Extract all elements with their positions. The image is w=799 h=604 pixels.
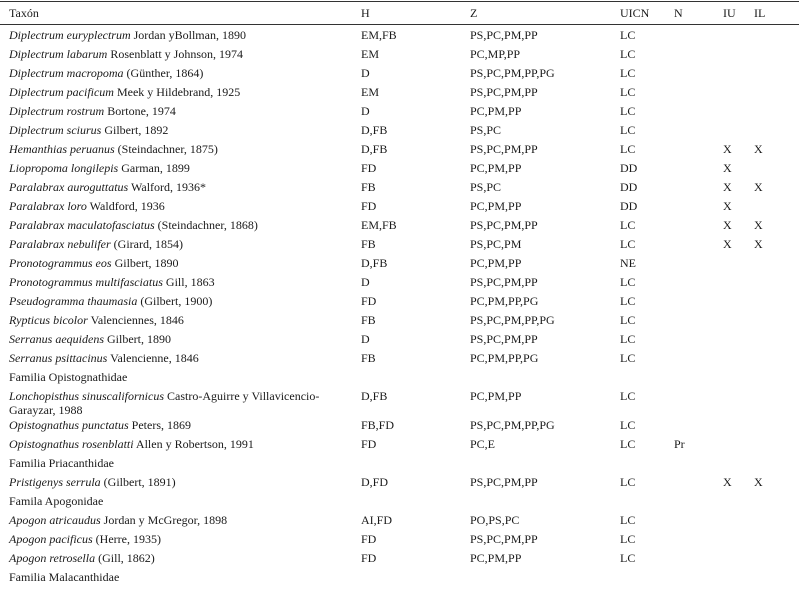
taxon-cell — [9, 180, 349, 194]
family-label: Familia Priacanthidae — [9, 456, 114, 470]
species-author: Waldford, 1936 — [86, 199, 165, 213]
zone-cell: PS,PC,PM,PP — [470, 275, 538, 289]
species-author: Gilbert, 1890 — [104, 332, 171, 346]
taxon-cell — [9, 256, 349, 270]
zone-cell: PC,E — [470, 437, 496, 451]
species-author: Rosenblatt y Johnson, 1974 — [107, 47, 243, 61]
uicn-cell: LC — [620, 475, 636, 489]
table-header-rule — [0, 24, 799, 25]
species-name: Paralabrax nebulifer — [9, 237, 111, 251]
taxon-cell — [9, 199, 349, 213]
taxon-cell — [9, 142, 349, 156]
uicn-cell: LC — [620, 85, 636, 99]
iu-cell: X — [723, 218, 732, 232]
nom-cell: Pr — [674, 437, 685, 451]
taxon-cell — [9, 237, 349, 251]
species-author: Bortone, 1974 — [104, 104, 176, 118]
species-author: Gill, 1863 — [162, 275, 215, 289]
habitat-cell: EM — [361, 47, 379, 61]
uicn-cell: LC — [620, 237, 636, 251]
uicn-cell: LC — [620, 532, 636, 546]
species-name: Diplectrum rostrum — [9, 104, 105, 118]
taxon-cell — [9, 351, 349, 365]
species-author: Gilbert, 1890 — [111, 256, 179, 270]
taxon-cell — [9, 218, 349, 232]
iu-cell: X — [723, 142, 732, 156]
uicn-cell: LC — [620, 47, 636, 61]
species-name: Lonchopisthus sinuscalifornicus — [9, 389, 165, 403]
iu-cell: X — [723, 180, 732, 194]
species-author: Valenciennes, 1846 — [87, 313, 184, 327]
species-author: Valencienne, 1846 — [107, 351, 199, 365]
taxon-cell — [9, 104, 349, 118]
species-author: (Gill, 1862) — [95, 551, 155, 565]
habitat-cell: FB,FD — [361, 418, 395, 432]
habitat-cell: EM — [361, 85, 379, 99]
uicn-cell: LC — [620, 332, 636, 346]
header-iu: IU — [723, 6, 736, 20]
species-name: Apogon retrosella — [9, 551, 96, 565]
zone-cell: PS,PC,PM,PP — [470, 85, 538, 99]
zone-cell: PS,PC,PM,PP — [470, 332, 538, 346]
species-author: (Herre, 1935) — [92, 532, 161, 546]
taxon-cell — [9, 294, 349, 308]
species-name: Rypticus bicolor — [9, 313, 88, 327]
species-author: (Gilbert, 1891) — [100, 475, 176, 489]
habitat-cell: D,FB — [361, 142, 388, 156]
taxon-cell — [9, 532, 349, 546]
uicn-cell: LC — [620, 513, 636, 527]
uicn-cell: LC — [620, 123, 636, 137]
habitat-cell: FD — [361, 551, 377, 565]
species-name: Serranus psittacinus — [9, 351, 108, 365]
species-name: Liopropoma longilepis — [9, 161, 119, 175]
species-name: Paralabrax maculatofasciatus — [9, 218, 155, 232]
iu-cell: X — [723, 475, 732, 489]
il-cell: X — [754, 218, 763, 232]
habitat-cell: D — [361, 275, 370, 289]
zone-cell: PS,PC,PM — [470, 237, 522, 251]
zone-cell: PC,PM,PP,PG — [470, 294, 539, 308]
species-name: Pronotogrammus multifasciatus — [9, 275, 163, 289]
uicn-cell: NE — [620, 256, 636, 270]
uicn-cell: DD — [620, 161, 638, 175]
species-name: Apogon atricaudus — [9, 513, 101, 527]
uicn-cell: LC — [620, 275, 636, 289]
taxon-cell — [9, 475, 349, 489]
species-name: Pseudogramma thaumasia — [9, 294, 138, 308]
zone-cell: PS,PC,PM,PP — [470, 218, 538, 232]
habitat-cell: D — [361, 66, 370, 80]
zone-cell: PS,PC,PM,PP — [470, 532, 538, 546]
species-name: Diplectrum euryplectrum — [9, 28, 131, 42]
iu-cell: X — [723, 237, 732, 251]
zone-cell: PS,PC,PM,PP — [470, 475, 538, 489]
uicn-cell: LC — [620, 418, 636, 432]
habitat-cell: D,FB — [361, 123, 388, 137]
taxon-cell — [9, 85, 349, 99]
habitat-cell: D,FB — [361, 256, 388, 270]
habitat-cell: FD — [361, 294, 377, 308]
zone-cell: PS,PC — [470, 180, 502, 194]
taxon-cell — [9, 418, 349, 432]
zone-cell: PS,PC,PM,PP — [470, 28, 538, 42]
species-author: Jordan yBollman, 1890 — [130, 28, 246, 42]
species-author: Gilbert, 1892 — [101, 123, 169, 137]
habitat-cell: FB — [361, 237, 376, 251]
uicn-cell: LC — [620, 104, 636, 118]
habitat-cell: D,FD — [361, 475, 389, 489]
taxon-cell — [9, 275, 349, 289]
species-name: Diplectrum macropoma — [9, 66, 124, 80]
species-name: Hemanthias peruanus — [9, 142, 115, 156]
habitat-cell: FB — [361, 313, 376, 327]
species-name: Diplectrum labarum — [9, 47, 108, 61]
species-author: Garman, 1899 — [118, 161, 190, 175]
header-il: IL — [754, 6, 766, 20]
zone-cell: PC,PM,PP — [470, 389, 522, 403]
habitat-cell: FD — [361, 437, 377, 451]
species-author: Peters, 1869 — [128, 418, 191, 432]
zone-cell: PC,PM,PP — [470, 199, 522, 213]
taxon-cell — [9, 313, 349, 327]
zone-cell: PC,PM,PP — [470, 551, 522, 565]
taxon-cell — [9, 389, 349, 417]
zone-cell: PS,PC,PM,PP,PG — [470, 66, 555, 80]
uicn-cell: LC — [620, 551, 636, 565]
habitat-cell: FB — [361, 351, 376, 365]
uicn-cell: LC — [620, 389, 636, 403]
species-author: (Günther, 1864) — [123, 66, 204, 80]
table-top-rule — [0, 1, 799, 2]
zone-cell: PS,PC,PM,PP,PG — [470, 418, 555, 432]
habitat-cell: FD — [361, 532, 377, 546]
zone-cell: PS,PC,PM,PP — [470, 142, 538, 156]
il-cell: X — [754, 142, 763, 156]
habitat-cell: AI,FD — [361, 513, 393, 527]
taxon-cell — [9, 161, 349, 175]
species-name: Serranus aequidens — [9, 332, 104, 346]
taxon-cell — [9, 332, 349, 346]
species-author: (Steindachner, 1875) — [114, 142, 218, 156]
habitat-cell: EM,FB — [361, 28, 397, 42]
il-cell: X — [754, 237, 763, 251]
species-name: Opistognathus punctatus — [9, 418, 129, 432]
species-name: Diplectrum pacificum — [9, 85, 114, 99]
taxon-cell — [9, 513, 349, 527]
header-uicn: UICN — [620, 6, 650, 20]
species-name: Apogon pacificus — [9, 532, 93, 546]
species-author: (Gilbert, 1900) — [137, 294, 213, 308]
uicn-cell: LC — [620, 437, 636, 451]
zone-cell: PC,PM,PP — [470, 104, 522, 118]
family-label: Familia Malacanthidae — [9, 570, 120, 584]
species-author: Meek y Hildebrand, 1925 — [113, 85, 241, 99]
species-author: (Girard, 1854) — [110, 237, 183, 251]
species-author: Allen y Robertson, 1991 — [133, 437, 254, 451]
zone-cell: PC,PM,PP — [470, 161, 522, 175]
family-label: Famila Apogonidae — [9, 494, 104, 508]
zone-cell: PC,PM,PP,PG — [470, 351, 539, 365]
habitat-cell: D,FB — [361, 389, 388, 403]
taxon-cell — [9, 28, 349, 42]
uicn-cell: LC — [620, 218, 636, 232]
habitat-cell: FB — [361, 180, 376, 194]
species-name: Diplectrum sciurus — [9, 123, 102, 137]
species-author: Castro-Aguirre y Villavicencio-Garayzar, 1988 — [9, 389, 320, 417]
habitat-cell: FD — [361, 161, 377, 175]
habitat-cell: EM,FB — [361, 218, 397, 232]
taxon-cell — [9, 47, 349, 61]
species-name: Paralabrax auroguttatus — [9, 180, 129, 194]
uicn-cell: LC — [620, 294, 636, 308]
uicn-cell: LC — [620, 142, 636, 156]
zone-cell: PC,MP,PP — [470, 47, 521, 61]
uicn-cell: LC — [620, 66, 636, 80]
taxon-cell — [9, 123, 349, 137]
zone-cell: PS,PC,PM,PP,PG — [470, 313, 555, 327]
habitat-cell: FD — [361, 199, 377, 213]
il-cell: X — [754, 475, 763, 489]
iu-cell: X — [723, 199, 732, 213]
species-name: Pronotogrammus eos — [9, 256, 112, 270]
zone-cell: PC,PM,PP — [470, 256, 522, 270]
species-name: Paralabrax loro — [9, 199, 87, 213]
zone-cell: PO,PS,PC — [470, 513, 520, 527]
species-author: (Steindachner, 1868) — [154, 218, 258, 232]
habitat-cell: D — [361, 104, 370, 118]
uicn-cell: LC — [620, 351, 636, 365]
uicn-cell: LC — [620, 28, 636, 42]
header-n: N — [674, 6, 683, 20]
uicn-cell: LC — [620, 313, 636, 327]
habitat-cell: D — [361, 332, 370, 346]
header-h: H — [361, 6, 370, 20]
zone-cell: PS,PC — [470, 123, 502, 137]
species-author: Walford, 1936* — [128, 180, 207, 194]
uicn-cell: DD — [620, 180, 638, 194]
taxon-cell — [9, 66, 349, 80]
species-name: Opistognathus rosenblatti — [9, 437, 134, 451]
il-cell: X — [754, 180, 763, 194]
header-z: Z — [470, 6, 478, 20]
species-name: Pristigenys serrula — [9, 475, 101, 489]
uicn-cell: DD — [620, 199, 638, 213]
taxon-cell — [9, 437, 349, 451]
iu-cell: X — [723, 161, 732, 175]
header-taxon: Taxón — [9, 6, 39, 20]
taxon-cell — [9, 551, 349, 565]
family-label: Familia Opistognathidae — [9, 370, 128, 384]
species-author: Jordan y McGregor, 1898 — [100, 513, 228, 527]
